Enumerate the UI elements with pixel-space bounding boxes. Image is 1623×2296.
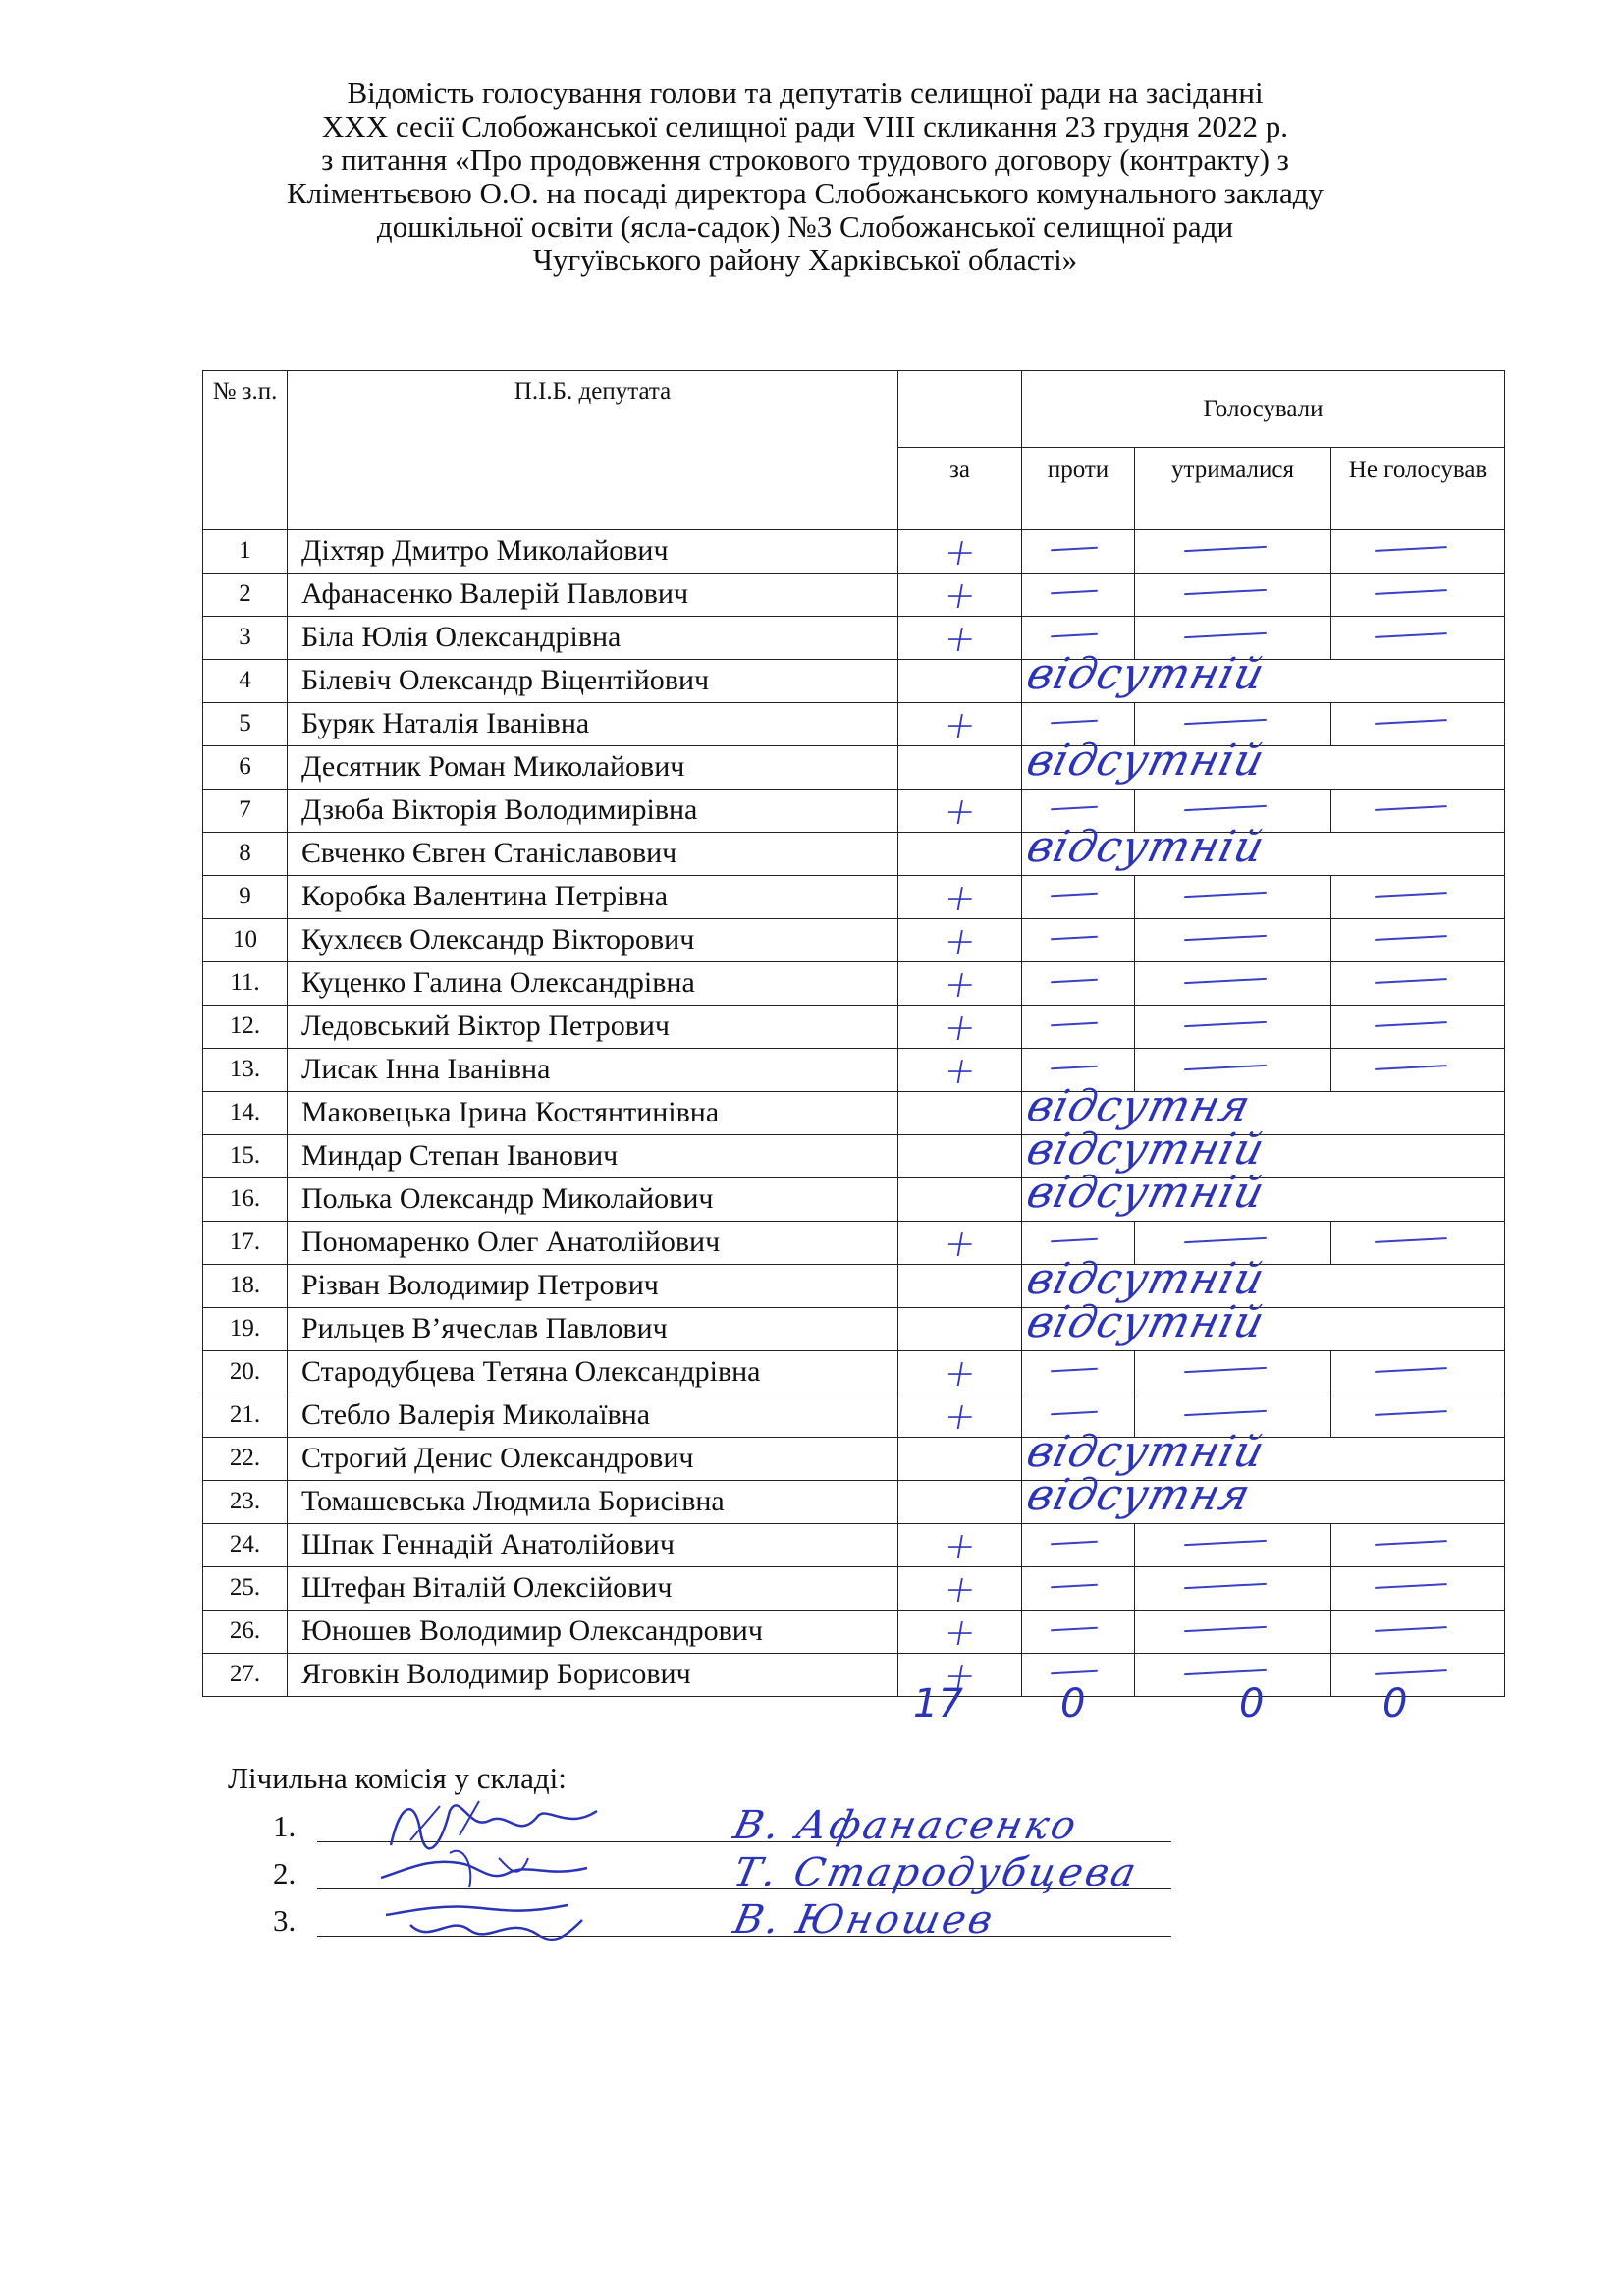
plus-mark: +: [940, 1048, 980, 1092]
table-row: [203, 1654, 1505, 1697]
vote-against-cell: [1022, 574, 1135, 617]
title-line: Кліментьєвою О.О. на посаді директора Слобожанського комунального закладу: [286, 176, 1325, 210]
vote-for-cell: [898, 1567, 1022, 1611]
dash-mark: [1050, 979, 1097, 984]
dash-mark: [1375, 589, 1447, 595]
dash-mark: [1184, 935, 1267, 941]
dash-mark: [1375, 1367, 1447, 1373]
vote-for-cell: [898, 833, 1022, 876]
dash-mark: [1050, 590, 1097, 595]
absent-note: відсутній: [1021, 736, 1271, 786]
plus-mark: +: [940, 875, 980, 919]
vote-abstained-cell: [1135, 1351, 1331, 1394]
plus-mark: +: [940, 789, 980, 833]
row-number: 27.: [203, 1654, 288, 1697]
dash-mark: [1184, 1583, 1267, 1589]
row-number: 12.: [203, 1006, 288, 1049]
dash-mark: [1184, 1021, 1267, 1027]
vote-abstained-cell: [1135, 530, 1331, 574]
vote-against-cell: [1022, 876, 1135, 919]
plus-mark: +: [940, 1005, 980, 1049]
signature-image: [371, 1886, 607, 1954]
commission-label: Лічильна комісія у складі:: [228, 1761, 567, 1795]
deputy-name: Пономаренко Олег Анатолійович: [288, 1222, 898, 1265]
absent-note: відсутній: [1021, 649, 1271, 699]
dash-mark: [1050, 1670, 1097, 1675]
vote-abstained-cell: [1135, 1524, 1331, 1567]
deputy-name: Шпак Геннадій Анатолійович: [288, 1524, 898, 1567]
absent-cell: [1021, 1470, 1505, 1524]
dash-mark: [1184, 892, 1267, 898]
dash-mark: [1050, 633, 1097, 638]
row-number: 11.: [203, 962, 288, 1006]
dash-mark: [1184, 1065, 1267, 1070]
dash-mark: [1050, 547, 1097, 552]
title-line: Чугуївського району Харківської області»: [532, 243, 1078, 277]
vote-for-cell: [898, 1524, 1022, 1567]
table-row: [203, 1438, 1505, 1481]
table-row: [203, 1308, 1505, 1351]
absent-note: відсутній: [1021, 1254, 1271, 1304]
absent-cell: [1021, 736, 1505, 790]
dash-mark: [1375, 1410, 1447, 1416]
vote-abstained-cell: [1135, 876, 1331, 919]
header-for: за: [898, 448, 1022, 530]
deputy-name: Буряк Наталія Іванівна: [288, 703, 898, 746]
row-number: 23.: [203, 1481, 288, 1524]
absent-note: відсутній: [1021, 1124, 1271, 1175]
absent-note: відсутній: [1021, 822, 1271, 872]
table-row: [203, 1481, 1505, 1524]
dash-mark: [1375, 1583, 1447, 1589]
vote-for-cell: [898, 790, 1022, 833]
absent-cell: [1021, 1297, 1505, 1351]
vote-for-cell: [898, 1222, 1022, 1265]
row-number: 15.: [203, 1135, 288, 1178]
row-number: 17.: [203, 1222, 288, 1265]
vote-for-cell: [898, 1481, 1022, 1524]
row-number: 22.: [203, 1438, 288, 1481]
vote-not-voted-cell: [1331, 919, 1505, 962]
plus-mark: +: [940, 529, 980, 574]
dash-mark: [1050, 1627, 1097, 1632]
row-number: 14.: [203, 1092, 288, 1135]
vote-against-cell: [1022, 1524, 1135, 1567]
deputy-name: Юношев Володимир Олександрович: [288, 1611, 898, 1654]
vote-not-voted-cell: [1331, 1351, 1505, 1394]
table-row: [203, 833, 1505, 876]
row-number: 25.: [203, 1567, 288, 1611]
table-row: [203, 919, 1505, 962]
table-row: [203, 1351, 1505, 1394]
row-number: 8: [203, 833, 288, 876]
dash-mark: [1184, 1237, 1267, 1243]
vote-not-voted-cell: [1331, 1049, 1505, 1092]
vote-not-voted-cell: [1331, 1006, 1505, 1049]
voting-table: [202, 370, 1505, 1697]
vote-for-cell: [898, 1178, 1022, 1222]
member-number: 2.: [273, 1856, 297, 1890]
header-blank: [898, 371, 1022, 448]
dash-mark: [1050, 1238, 1097, 1243]
dash-mark: [1050, 893, 1097, 898]
vote-against-cell: [1022, 1611, 1135, 1654]
member-name: Т. Стародубцева: [730, 1850, 1143, 1895]
vote-for-cell: [898, 1438, 1022, 1481]
deputy-name: Стародубцева Тетяна Олександрівна: [288, 1351, 898, 1394]
deputy-name: Євченко Євген Станіславович: [288, 833, 898, 876]
dash-mark: [1050, 936, 1097, 941]
vote-abstained-cell: [1135, 574, 1331, 617]
dash-mark: [1375, 1540, 1447, 1546]
dash-mark: [1184, 1410, 1267, 1416]
table-row: [203, 1135, 1505, 1178]
vote-for-cell: [898, 1049, 1022, 1092]
row-number: 2: [203, 574, 288, 617]
absent-note: відсутня: [1021, 1081, 1257, 1131]
table-row: [203, 530, 1505, 574]
dash-mark: [1375, 1065, 1447, 1070]
plus-mark: +: [940, 573, 980, 617]
table-row: [203, 746, 1505, 790]
row-number: 6: [203, 746, 288, 790]
plus-mark: +: [940, 1653, 980, 1697]
plus-mark: +: [940, 1610, 980, 1654]
dash-mark: [1375, 1669, 1447, 1675]
table-row: [203, 1222, 1505, 1265]
plus-mark: +: [940, 702, 980, 746]
table-row: [203, 962, 1505, 1006]
deputy-name: Білевіч Олександр Віцентійович: [288, 660, 898, 703]
deputy-name: Строгий Денис Олександрович: [288, 1438, 898, 1481]
vote-abstained-cell: [1135, 1611, 1331, 1654]
table-row: [203, 617, 1505, 660]
row-number: 4: [203, 660, 288, 703]
vote-against-cell: [1022, 962, 1135, 1006]
dash-mark: [1375, 935, 1447, 941]
total-not-voted: 0: [1382, 1681, 1408, 1726]
dash-mark: [1375, 1626, 1447, 1632]
table-row: [203, 1394, 1505, 1438]
dash-mark: [1375, 978, 1447, 984]
row-number: 3: [203, 617, 288, 660]
deputy-name: Лисак Інна Іванівна: [288, 1049, 898, 1092]
absent-cell: [1021, 649, 1505, 703]
table-row: [203, 1524, 1505, 1567]
vote-not-voted-cell: [1331, 1524, 1505, 1567]
vote-for-cell: [898, 1135, 1022, 1178]
vote-for-cell: [898, 1006, 1022, 1049]
row-number: 18.: [203, 1265, 288, 1308]
vote-for-cell: [898, 876, 1022, 919]
absent-note: відсутній: [1021, 1427, 1271, 1477]
deputy-name: Біла Юлія Олександрівна: [288, 617, 898, 660]
dash-mark: [1184, 632, 1267, 638]
vote-abstained-cell: [1135, 1654, 1331, 1697]
dash-mark: [1375, 632, 1447, 638]
vote-for-cell: [898, 574, 1022, 617]
table-row: [203, 660, 1505, 703]
plus-mark: +: [940, 1350, 980, 1394]
dash-mark: [1184, 719, 1267, 725]
dash-mark: [1184, 546, 1267, 552]
commission-member-2: [273, 1850, 1143, 1897]
vote-for-cell: [898, 1611, 1022, 1654]
plus-mark: +: [940, 1523, 980, 1567]
dash-mark: [1375, 719, 1447, 725]
vote-not-voted-cell: [1331, 1567, 1505, 1611]
absent-cell: [1021, 822, 1505, 876]
vote-against-cell: [1022, 530, 1135, 574]
header-abstained: утрималися: [1135, 448, 1331, 530]
row-number: 16.: [203, 1178, 288, 1222]
deputy-name: Діхтяр Дмитро Миколайович: [288, 530, 898, 574]
row-number: 1: [203, 530, 288, 574]
row-number: 5: [203, 703, 288, 746]
dash-mark: [1050, 1022, 1097, 1027]
member-number: 3.: [273, 1903, 297, 1938]
table-row: [203, 1567, 1505, 1611]
dash-mark: [1050, 1541, 1097, 1546]
vote-for-cell: [898, 1308, 1022, 1351]
dash-mark: [1375, 805, 1447, 811]
row-number: 10: [203, 919, 288, 962]
row-number: 13.: [203, 1049, 288, 1092]
vote-for-cell: [898, 703, 1022, 746]
table-row: [203, 790, 1505, 833]
vote-for-cell: [898, 919, 1022, 962]
deputy-name: Коробка Валентина Петрівна: [288, 876, 898, 919]
table-row: [203, 574, 1505, 617]
vote-abstained-cell: [1135, 1567, 1331, 1611]
plus-mark: +: [940, 1394, 980, 1438]
dash-mark: [1184, 1367, 1267, 1373]
vote-not-voted-cell: [1331, 876, 1505, 919]
deputy-name: Кухлєєв Олександр Вікторович: [288, 919, 898, 962]
dash-mark: [1050, 1411, 1097, 1416]
dash-mark: [1375, 1021, 1447, 1027]
deputy-name: Афанасенко Валерій Павлович: [288, 574, 898, 617]
header-against: проти: [1022, 448, 1135, 530]
vote-abstained-cell: [1135, 962, 1331, 1006]
header-number: № з.п.: [203, 371, 288, 530]
plus-mark: +: [940, 918, 980, 962]
absent-note: відсутній: [1021, 1297, 1271, 1347]
vote-not-voted-cell: [1331, 790, 1505, 833]
plus-mark: +: [940, 1221, 980, 1265]
table-row: [203, 1006, 1505, 1049]
dash-mark: [1184, 978, 1267, 984]
deputy-name: Десятник Роман Миколайович: [288, 746, 898, 790]
vote-not-voted-cell: [1331, 703, 1505, 746]
dash-mark: [1184, 1626, 1267, 1632]
table-row: [203, 1092, 1505, 1135]
table-row: [203, 1265, 1505, 1308]
deputy-name: Різван Володимир Петрович: [288, 1265, 898, 1308]
table-row: [203, 1611, 1505, 1654]
vote-abstained-cell: [1135, 1006, 1331, 1049]
deputy-name: Яговкін Володимир Борисович: [288, 1654, 898, 1697]
vote-not-voted-cell: [1331, 1222, 1505, 1265]
commission-member-1: [273, 1803, 1083, 1850]
deputy-name: Маковецька Ірина Костянтинівна: [288, 1092, 898, 1135]
deputy-name: Ледовський Віктор Петрович: [288, 1006, 898, 1049]
title-line: з питання «Про продовження строкового трудового договору (контракту) з: [321, 142, 1289, 177]
header-name: П.І.Б. депутата: [288, 371, 898, 530]
title-line: дошкільної освіти (ясла-садок) №3 Слобожанської селищної ради: [376, 209, 1234, 244]
vote-not-voted-cell: [1331, 1394, 1505, 1438]
dash-mark: [1375, 892, 1447, 898]
vote-for-cell: [898, 1092, 1022, 1135]
vote-not-voted-cell: [1331, 1654, 1505, 1697]
dash-mark: [1050, 1584, 1097, 1589]
vote-against-cell: [1022, 1006, 1135, 1049]
plus-mark: +: [940, 961, 980, 1006]
row-number: 20.: [203, 1351, 288, 1394]
dash-mark: [1184, 1540, 1267, 1546]
dash-mark: [1375, 1237, 1447, 1243]
member-number: 1.: [273, 1809, 297, 1843]
deputy-name: Рильцев В’ячеслав Павлович: [288, 1308, 898, 1351]
deputy-name: Куценко Галина Олександрівна: [288, 962, 898, 1006]
row-number: 9: [203, 876, 288, 919]
vote-for-cell: [898, 746, 1022, 790]
dash-mark: [1184, 805, 1267, 811]
document-title: [147, 77, 1463, 277]
vote-not-voted-cell: [1331, 617, 1505, 660]
vote-for-cell: [898, 1351, 1022, 1394]
vote-for-cell: [898, 1265, 1022, 1308]
row-number: 21.: [203, 1394, 288, 1438]
vote-not-voted-cell: [1331, 574, 1505, 617]
deputy-name: Миндар Степан Іванович: [288, 1135, 898, 1178]
row-number: 24.: [203, 1524, 288, 1567]
deputy-name: Стебло Валерія Миколаївна: [288, 1394, 898, 1438]
member-name: В. Юношев: [730, 1897, 1000, 1942]
table-row: [203, 1178, 1505, 1222]
dash-mark: [1050, 1368, 1097, 1373]
commission-member-3: [273, 1897, 1000, 1944]
absent-cell: [1021, 1168, 1505, 1222]
vote-for-cell: [898, 1394, 1022, 1438]
vote-not-voted-cell: [1331, 962, 1505, 1006]
vote-for-cell: [898, 617, 1022, 660]
deputy-name: Дзюба Вікторія Володимирівна: [288, 790, 898, 833]
header-not-voted: Не голосував: [1331, 448, 1505, 530]
vote-for-cell: [898, 962, 1022, 1006]
table-row: [203, 876, 1505, 919]
vote-against-cell: [1022, 1351, 1135, 1394]
member-name: В. Афанасенко: [730, 1803, 1083, 1848]
vote-against-cell: [1022, 919, 1135, 962]
absent-note: відсутня: [1021, 1470, 1257, 1520]
row-number: 26.: [203, 1611, 288, 1654]
dash-mark: [1050, 806, 1097, 811]
title-line: XXX сесії Слобожанської селищної ради VIII скликання 23 грудня 2022 р.: [321, 109, 1289, 143]
plus-mark: +: [940, 1566, 980, 1611]
vote-for-cell: [898, 530, 1022, 574]
row-number: 7: [203, 790, 288, 833]
row-number: 19.: [203, 1308, 288, 1351]
plus-mark: +: [940, 616, 980, 660]
deputy-name: Штефан Віталій Олексійович: [288, 1567, 898, 1611]
table-row: [203, 1049, 1505, 1092]
total-abstained: 0: [1239, 1681, 1265, 1726]
total-against: 0: [1060, 1681, 1086, 1726]
dash-mark: [1050, 1066, 1097, 1070]
dash-mark: [1375, 546, 1447, 552]
total-for: 17: [913, 1681, 963, 1726]
header-voted: Голосували: [1022, 371, 1505, 448]
deputy-name: Полька Олександр Миколайович: [288, 1178, 898, 1222]
dash-mark: [1184, 589, 1267, 595]
vote-for-cell: [898, 660, 1022, 703]
vote-abstained-cell: [1135, 919, 1331, 962]
absent-note: відсутній: [1021, 1168, 1271, 1218]
table-row: [203, 703, 1505, 746]
deputy-name: Томашевська Людмила Борисівна: [288, 1481, 898, 1524]
dash-mark: [1184, 1669, 1267, 1675]
vote-not-voted-cell: [1331, 1611, 1505, 1654]
vote-against-cell: [1022, 1567, 1135, 1611]
title-line: Відомість голосування голови та депутатів селищної ради на засіданні: [347, 76, 1264, 110]
vote-not-voted-cell: [1331, 530, 1505, 574]
dash-mark: [1050, 720, 1097, 725]
